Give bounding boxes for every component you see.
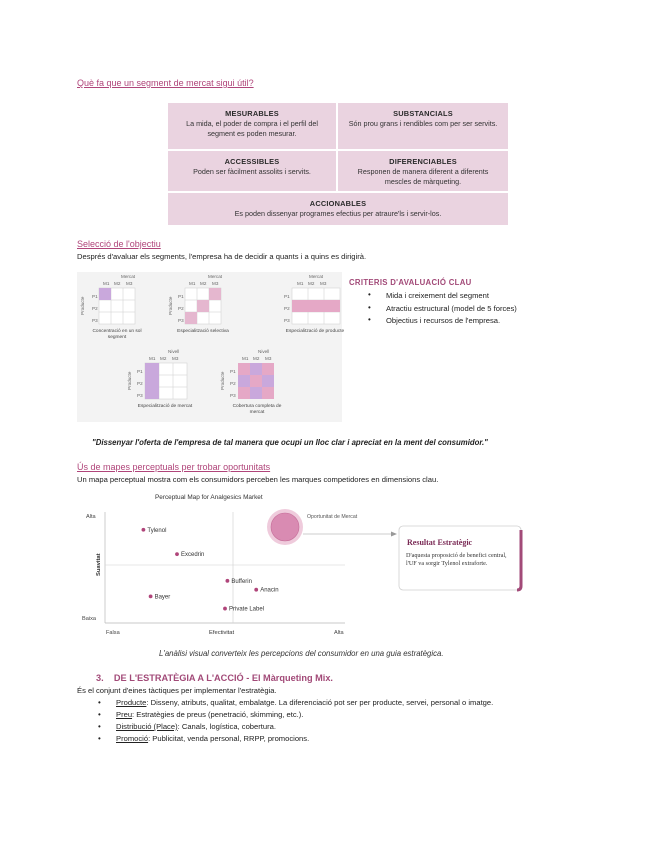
svg-text:P2: P2 — [284, 306, 290, 311]
x-axis-label: Efectivitat — [209, 630, 235, 636]
svg-text:P1: P1 — [230, 369, 236, 374]
brand-label-anacin: Anacin — [260, 587, 279, 594]
svg-text:M3: M3 — [172, 356, 179, 361]
segment-grids — [77, 272, 342, 422]
svg-text:Producte: Producte — [220, 371, 225, 390]
brand-label-tylenol: Tylenol — [147, 527, 167, 534]
criteria-desc: La mida, el poder de compra i el perfil del segment es poden mesurar. — [186, 119, 318, 138]
grid-selective — [168, 274, 223, 324]
mix-text: : Canals, logística, cobertura. — [177, 722, 276, 731]
list-item: • Objectius i recursos de l'empresa. — [366, 316, 517, 329]
brand-point-bayer — [149, 594, 153, 598]
caption-market: Especialització de mercat — [137, 404, 193, 409]
caption-selective: Especialització selectiva — [177, 329, 229, 334]
section-3-title — [96, 673, 333, 683]
grid-concentration — [80, 274, 136, 324]
grid-product-specialization — [284, 274, 340, 324]
chart-title: Perceptual Map for Analgesics Market — [155, 494, 263, 501]
list-item: • Mida i creixement del segment — [366, 291, 517, 304]
list-item — [96, 709, 556, 721]
list-item — [96, 697, 556, 709]
svg-text:P1: P1 — [137, 369, 143, 374]
section-3-intro: És el conjunt d'eines tàctiques per implementar l'estratègia. — [77, 686, 277, 695]
opportunity-label: Oportunitat de Mercat — [307, 514, 358, 520]
svg-text:Mercat: Mercat — [121, 274, 136, 279]
heading-useful-segment: Què fa que un segment de mercat sigui útil? — [77, 78, 254, 88]
perceptual-map — [77, 492, 529, 637]
criteria-desc: Responen de manera diferent a diferents mescles de màrqueting. — [357, 167, 489, 186]
brand-point-anacin — [254, 588, 258, 592]
criteria-title: SUBSTANCIALS — [393, 109, 453, 118]
heading-target-selection: Selecció de l'objectiu — [77, 239, 161, 249]
map-caption: L'anàlisi visual converteix les percepcions del consumidor en una guia estratègica. — [159, 649, 444, 658]
criteria-desc: Poden ser fàcilment assolits i servits. — [193, 167, 311, 176]
svg-text:Producte: Producte — [127, 371, 132, 390]
svg-text:M2: M2 — [308, 281, 315, 286]
grid-market-specialization — [127, 349, 187, 399]
criteria-cell-actionable — [168, 193, 508, 225]
section-title-text: DE L'ESTRATÈGIA A L'ACCIÓ - El Màrqueting Mix. — [113, 673, 333, 683]
y-low-label: Baixa — [82, 616, 96, 622]
svg-text:P3: P3 — [230, 393, 236, 398]
criteria-desc: Són prou grans i rendibles com per ser servits. — [348, 119, 498, 128]
svg-text:P3: P3 — [92, 318, 98, 323]
svg-text:Mercat: Mercat — [208, 274, 223, 279]
mix-text: : Estratègies de preus (penetració, skimming, etc.). — [132, 710, 304, 719]
y-axis-label: Suavitat — [96, 553, 102, 576]
mix-term: Preu — [116, 710, 133, 719]
svg-text:Mercat: Mercat — [309, 274, 324, 279]
svg-text:Nivell: Nivell — [258, 349, 270, 354]
svg-text:M3: M3 — [212, 281, 219, 286]
brand-label-excedrin: Excedrin — [181, 552, 205, 559]
criteria-title: ACCESSIBLES — [224, 157, 280, 166]
key-criteria-list — [366, 291, 517, 329]
criteria-cell-accessible — [168, 151, 336, 191]
svg-text:P3: P3 — [284, 318, 290, 323]
svg-text:P3: P3 — [178, 318, 184, 323]
criteria-cell-substantial — [338, 103, 508, 149]
list-item — [96, 721, 556, 733]
brand-point-excedrin — [175, 552, 179, 556]
criteria-table — [168, 103, 508, 225]
svg-text:M3: M3 — [320, 281, 327, 286]
mix-text: : Disseny, atributs, qualitat, embalatge. La diferenciació pot ser per producte, servei, personal o imatge. — [146, 698, 494, 707]
criteria-cell-measurable — [168, 103, 336, 149]
criteria-title: DIFERENCIABLES — [389, 157, 457, 166]
criteria-title: MESURABLES — [225, 109, 279, 118]
target-intro: Després d'avaluar els segments, l'empresa ha de decidir a quants i a quins es dirigirà. — [77, 252, 367, 261]
x-low-label: Falsa — [106, 630, 120, 636]
brand-point-tylenol — [142, 528, 146, 532]
section-number: 3. — [96, 673, 104, 683]
svg-text:P2: P2 — [137, 381, 143, 386]
brand-point-private-label — [223, 607, 227, 611]
svg-text:P2: P2 — [230, 381, 236, 386]
brand-points — [142, 528, 279, 613]
heading-perceptual-maps: Ús de mapes perceptuals per trobar oportunitats — [77, 462, 271, 472]
svg-text:M1: M1 — [103, 281, 110, 286]
brand-point-bufferin — [226, 579, 230, 583]
y-high-label: Alta — [86, 514, 96, 520]
svg-text:P1: P1 — [178, 294, 184, 299]
caption-product: Especialització de producte — [285, 329, 345, 334]
mix-term: Distribució (Place) — [116, 722, 178, 731]
arrow-head — [391, 532, 397, 537]
mix-term: Promoció — [116, 734, 149, 743]
svg-text:P2: P2 — [178, 306, 184, 311]
result-text: D'aquesta proposició de benefici central, l'UF va sorgir Tylenol extraforte. — [406, 552, 507, 568]
svg-text:Nivell: Nivell — [168, 349, 180, 354]
x-high-label: Alta — [334, 630, 344, 636]
svg-text:M2: M2 — [253, 356, 260, 361]
svg-text:M2: M2 — [200, 281, 207, 286]
svg-text:M2: M2 — [114, 281, 121, 286]
mix-term: Producte — [116, 698, 147, 707]
key-criteria-title: CRITERIS D'AVALUACIÓ CLAU — [349, 278, 472, 287]
mix-text: : Publicitat, venda personal, RRPP, promocions. — [148, 734, 310, 743]
criteria-cell-differentiable — [338, 151, 508, 191]
svg-text:P3: P3 — [137, 393, 143, 398]
positioning-quote: "Dissenyar l'oferta de l'empresa de tal manera que ocupi un lloc clar i apreciat en la ment del consumidor." — [92, 438, 488, 447]
list-item: • Atractiu estructural (model de 5 forces) — [366, 304, 517, 317]
svg-text:M2: M2 — [160, 356, 167, 361]
svg-text:M1: M1 — [242, 356, 249, 361]
svg-text:M3: M3 — [126, 281, 133, 286]
marketing-mix-list — [96, 697, 556, 745]
criteria-title: ACCIONABLES — [309, 199, 367, 208]
svg-text:P2: P2 — [92, 306, 98, 311]
segment-strategies-figure — [77, 272, 345, 422]
result-title: Resultat Estratègic — [407, 538, 473, 547]
list-item — [96, 733, 556, 745]
svg-text:M1: M1 — [149, 356, 156, 361]
brand-label-private-label: Private Label — [229, 606, 265, 613]
opportunity-circle — [271, 513, 299, 541]
svg-text:Producte: Producte — [80, 296, 85, 315]
grid-full-coverage — [220, 349, 274, 399]
criteria-desc: Es poden dissenyar programes efectius per atraure'ls i servir-los. — [234, 209, 442, 218]
svg-text:M3: M3 — [265, 356, 272, 361]
brand-label-bayer: Bayer — [154, 594, 171, 601]
svg-text:M1: M1 — [189, 281, 196, 286]
caption-concentration: Concentració en un sol segment — [92, 329, 142, 340]
caption-full-coverage: Cobertura completa de mercat — [232, 404, 282, 415]
svg-text:P1: P1 — [92, 294, 98, 299]
maps-intro: Un mapa perceptual mostra com els consumidors perceben les marques competidores en dimensions clau. — [77, 475, 439, 484]
svg-text:M1: M1 — [297, 281, 304, 286]
svg-text:Producte: Producte — [168, 296, 173, 315]
svg-text:P1: P1 — [284, 294, 290, 299]
brand-label-bufferin: Bufferin — [231, 578, 252, 585]
